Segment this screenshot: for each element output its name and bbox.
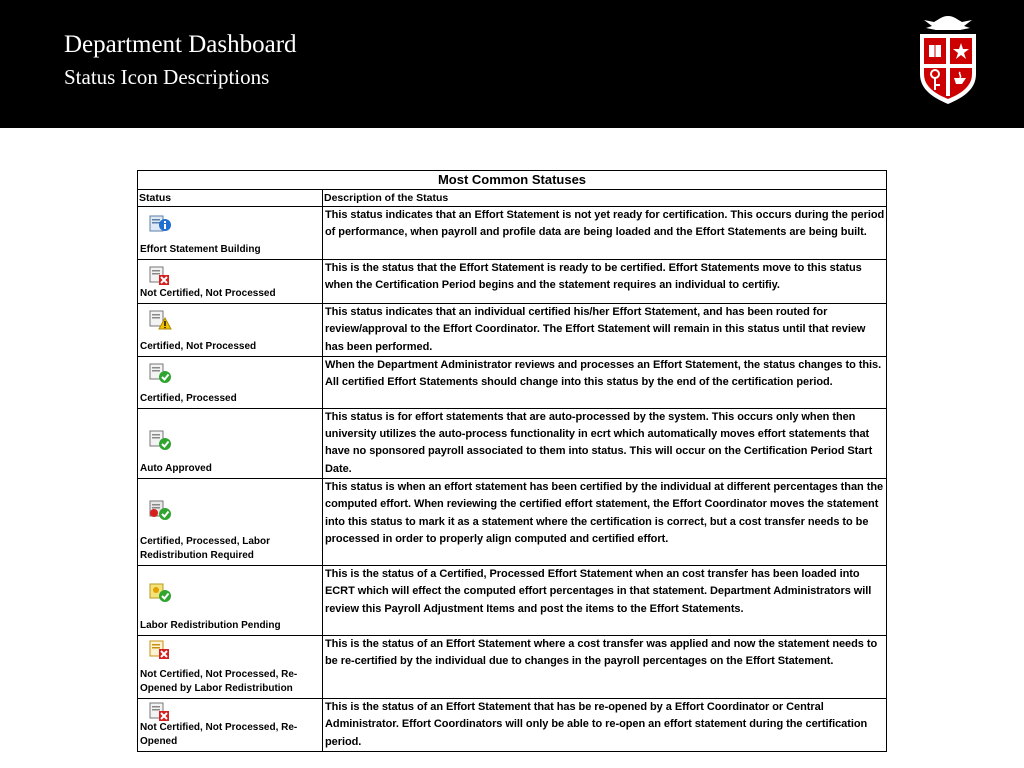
status-cell bbox=[138, 479, 323, 566]
auto-approved-badge-icon bbox=[148, 429, 172, 451]
status-description: This is the status that the Effort Statement is ready to be certified. Effort Statements move to this status when the Certification Period begins and the statement requires an individual to certifiy. bbox=[323, 260, 887, 304]
status-description: This is the status of an Effort Statement that has be re-opened by a Effort Coordinator or Central Administrator. Effort Coordinators will only be able to re-open an effort statement during the certification period. bbox=[323, 699, 887, 752]
table-row bbox=[138, 566, 887, 636]
status-label: Not Certified, Not Processed bbox=[140, 288, 276, 299]
info-badge-icon bbox=[148, 212, 172, 234]
status-cell bbox=[138, 566, 323, 636]
title-bar bbox=[0, 0, 1024, 128]
table-row bbox=[138, 699, 887, 752]
status-cell bbox=[138, 408, 323, 478]
table-row bbox=[138, 304, 887, 357]
status-label: Certified, Processed bbox=[140, 392, 237, 404]
table-row bbox=[138, 207, 887, 260]
table-row bbox=[138, 479, 887, 566]
reopened-badge-icon bbox=[148, 701, 172, 723]
table-row bbox=[138, 356, 887, 408]
status-description: This status indicates that an individual certified his/her Effort Statement, and has been routed for review/approval to the Effort Coordinator. The Effort Statement will remain in this status until that review has been performed. bbox=[323, 304, 887, 357]
status-label: Not Certified, Not Processed, Re-Opened by Labor Redistribution bbox=[140, 669, 298, 695]
table-caption: Most Common Statuses bbox=[138, 171, 887, 190]
page-subtitle: Status Icon Descriptions bbox=[64, 65, 270, 89]
status-label: Certified, Processed, Labor Redistribution Required bbox=[140, 536, 271, 562]
table-row bbox=[138, 636, 887, 699]
status-description: When the Department Administrator reviews and processes an Effort Statement, the status changes to this. All certified Effort Statements should change into this status by the end of the certification period. bbox=[323, 356, 887, 408]
column-header-status: Status bbox=[138, 190, 323, 207]
status-description: This status is for effort statements that are auto-processed by the system. This occurs only when then university utilizes the auto-process functionality in ecrt which automatically moves effort statements that have no sponsored payroll associated to them into status. This will occur on the Certification Period Start Date. bbox=[323, 408, 887, 478]
status-cell bbox=[138, 636, 323, 699]
status-description: This status is when an effort statement has been certified by the individual at different percentages than the computed effort. When reviewing the certified effort statement, the Effort Coordinator moves the statement into this status to mark it as a statement where the certification is correct, but a cost transfer needs to be processed in order to properly align computed and certified effort. bbox=[323, 479, 887, 566]
status-label: Certified, Not Processed bbox=[140, 340, 257, 352]
status-cell bbox=[138, 356, 323, 408]
redistribution-required-badge-icon bbox=[148, 499, 172, 521]
status-description: This is the status of a Certified, Processed Effort Statement when an cost transfer has been loaded into ECRT which will effect the computed effort percentages in that statement. Department Administrators will review this Payroll Adjustment Items and post the items to the Effort Statements. bbox=[323, 566, 887, 636]
table-row bbox=[138, 408, 887, 478]
status-description: This status indicates that an Effort Statement is not yet ready for certification. This occurs during the period of performance, when payroll and profile data are being loaded and the Effort Statements are being built. bbox=[323, 207, 887, 260]
reopened-redistribution-badge-icon bbox=[148, 639, 172, 661]
status-label: Auto Approved bbox=[140, 463, 212, 475]
status-cell bbox=[138, 207, 323, 260]
page-title: Department Dashboard bbox=[64, 31, 297, 58]
university-seal-icon bbox=[912, 12, 984, 108]
status-table bbox=[137, 170, 887, 752]
status-label: Labor Redistribution Pending bbox=[140, 620, 281, 632]
status-cell bbox=[138, 260, 323, 304]
column-header-description: Description of the Status bbox=[323, 190, 887, 207]
redistribution-pending-badge-icon bbox=[148, 581, 172, 603]
status-label: Not Certified, Not Processed, Re-Opened bbox=[140, 721, 298, 747]
status-cell bbox=[138, 304, 323, 357]
green-check-badge-icon bbox=[148, 362, 172, 384]
red-x-badge-icon bbox=[148, 265, 172, 287]
status-cell bbox=[138, 699, 323, 752]
table-row bbox=[138, 260, 887, 304]
status-label: Effort Statement Building bbox=[140, 244, 261, 255]
warning-badge-icon bbox=[148, 309, 172, 331]
status-description: This is the status of an Effort Statement where a cost transfer was applied and now the statement needs to be re-certified by the individual due to changes in the payroll percentages on the Effort Statement. bbox=[323, 636, 887, 699]
